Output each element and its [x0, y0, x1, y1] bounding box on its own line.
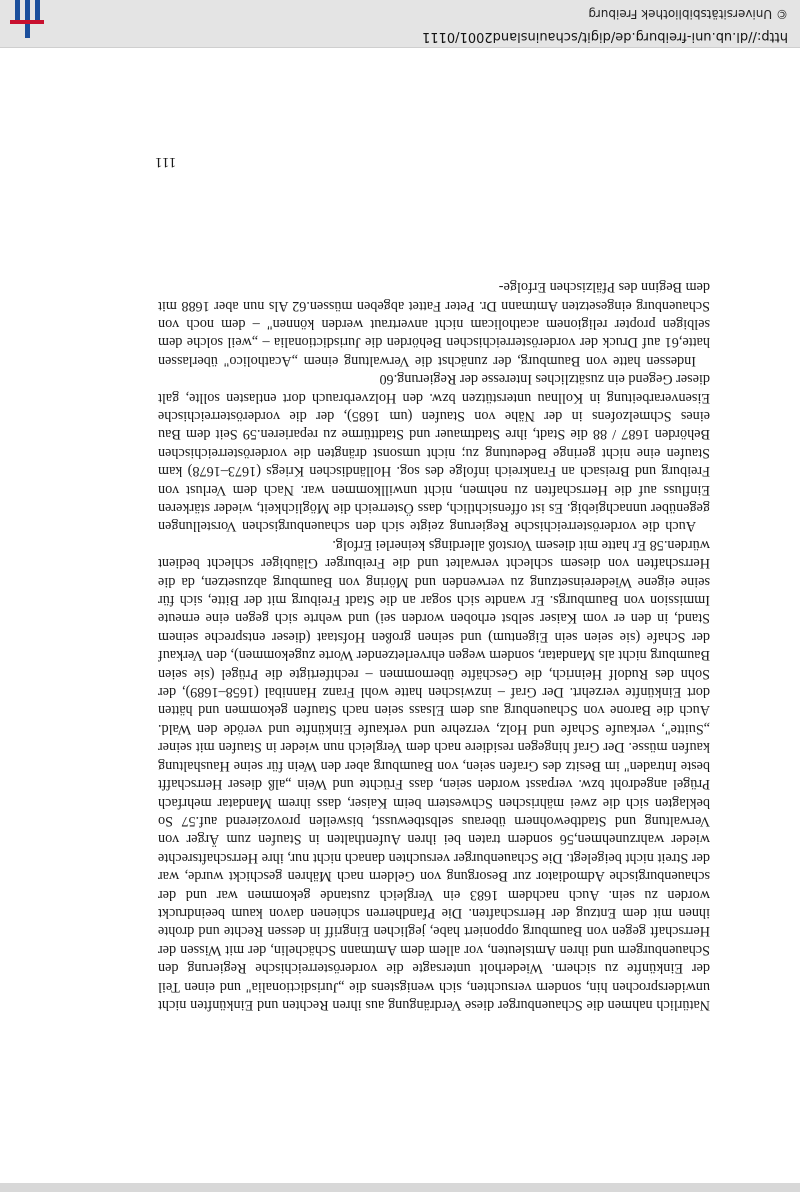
scan-bottom-strip: [0, 1183, 800, 1192]
copyright-notice: © Universitätsbibliothek Freiburg: [588, 7, 788, 21]
ub-freiburg-logo-icon: [10, 0, 44, 38]
paragraph-2: Auch die vorderösterreichische Regierung zeigte sich den schauenburgischen Vorstellungen gegenüber unnachgiebig. Es ist offensichtlich, dass Österreich die Möglichkeit, wieder stärkeren Einfluss auf die Herrschaften zu nehmen, nicht unwillkommen war. Nach dem Verlust von Freiburg und Breisach an Frankreich infolge des sog. Holländischen Kriegs (1673–1678) kam Staufen eine nicht geringe Bedeutung zu; nicht umsonst drängten die vorderösterreichischen Behörden 1687 / 88 die Stadt, ihre Stadtmauer und Stadttürme zu reparieren.59 Seit dem Bau eines Schmelzofens in der Nähe von Staufen (um 1685), der die vorderösterreichische Eisenverarbeitung in Kollnau unterstützen bzw. den Holzverbrauch dort entlasten sollte, galt dieser Gegend ein zusätzliches Interesse der Regierung.60: [158, 371, 710, 535]
page-number: 111: [155, 154, 177, 170]
source-url[interactable]: http://dl.ub.uni-freiburg.de/digit/schauinsland2001/0111: [422, 29, 788, 44]
body-text: [158, 192, 710, 1014]
paragraph-1: Natürlich nahmen die Schauenburger diese Verdrängung aus ihren Rechten und Einkünften nicht unwidersprochen hin, sondern versuchten, sich wenigstens die „Jurisdictionalia" und einen Teil der Einkünfte zu sichern. Wiederholt untersagte die vorderösterreichische Regierung den Schauenburgern und ihren Amtsleuten, vor allem dem Amtmann Schächelin, der mit Wissen der Herrschaft gegen von Baumburg opponiert habe, jeglichen Eingriff in dessen Rechte und drohte ihnen mit dem Entzug der Herrschaften. Die Pfandherren schienen davon kaum beeindruckt worden zu sein. Auch nachdem 1683 ein Vergleich zustande gekommen war und der schauenburgische Admodiator zur Besorgung von Geldern nach Mähren geschickt wurde, war der Streit nicht beigelegt. Die Schauenburger versuchten danach nicht nur, ihre Herrschaftsrechte wieder wahrzunehmen,56 sondern traten bei ihren Aufenthalten in Staufen zum Ärger von Verwaltung und Stadtbewohnern überaus selbstbewusst, bisweilen provozierend auf.57 So beklagten sich die zwei mährischen Schwestern beim Kaiser, dass ihrem Mandatar mehrfach Prügel angedroht bzw. verpasst worden seien, dass Früchte und Wein „alß dieser Herrschafft beste Intraden" im Besitz des Grafen seien, von Baumburg aber den Wein für seine Haushaltung kaufen müsse. Der Graf hingegen residiere nach dem Vergleich nun wieder in Staufen mit seiner „Suitte", verkaufe Schafe und Holz, verzehre und verkaufe Einkünfte und veröde den Wald. Auch die Barone von Schauenburg aus dem Elsass seien nach Staufen gekommen und hätten dort Einkünfte verzehrt. Der Graf – inzwischen hatte wohl Franz Hannibal (1658–1689), der Sohn des Rudolf Heinrich, die Geschäfte übernommen – rechtfertigte die Prügel (sie seien Baumburg nicht als Mandatar, sondern wegen ehrverletzender Worte zugekommen), den Verkauf der Schafe (sie seien sein Eigentum) und seinen großen Hofstaat (dieser entspreche seinem Stand, in den er vom Kaiser selbst erhoben worden sei) und wehrte sich gegen eine erneute Immission von Baumburgs. Er wandte sich sogar an die Stadt Freiburg mit der Bitte, sich für seine eigene Wiedereinsetzung zu verwenden und Möring von Baumburg abzusetzen, da die Herrschaften von diesem schlecht verwaltet und die Freiburger Gläubiger schlecht bedient würden.58 Er hatte mit diesem Vorstoß allerdings keinerlei Erfolg.: [158, 536, 710, 1013]
paragraph-3: Indessen hatte von Baumburg, der zunächst die Verwaltung einem „Acatholico" überlassen hatte,61 auf Druck der vorderösterreichischen Behörden die Jurisdictionalia – „weil solche dem selbigen propter religionem acatholicam nicht anvertraut werden können" – dem noch von Schauenburg eingesetzten Amtmann Dr. Peter Fattet abgeben müssen.62 Als nun aber 1688 mit dem Beginn des Pfälzischen Erfolge-: [158, 279, 710, 369]
